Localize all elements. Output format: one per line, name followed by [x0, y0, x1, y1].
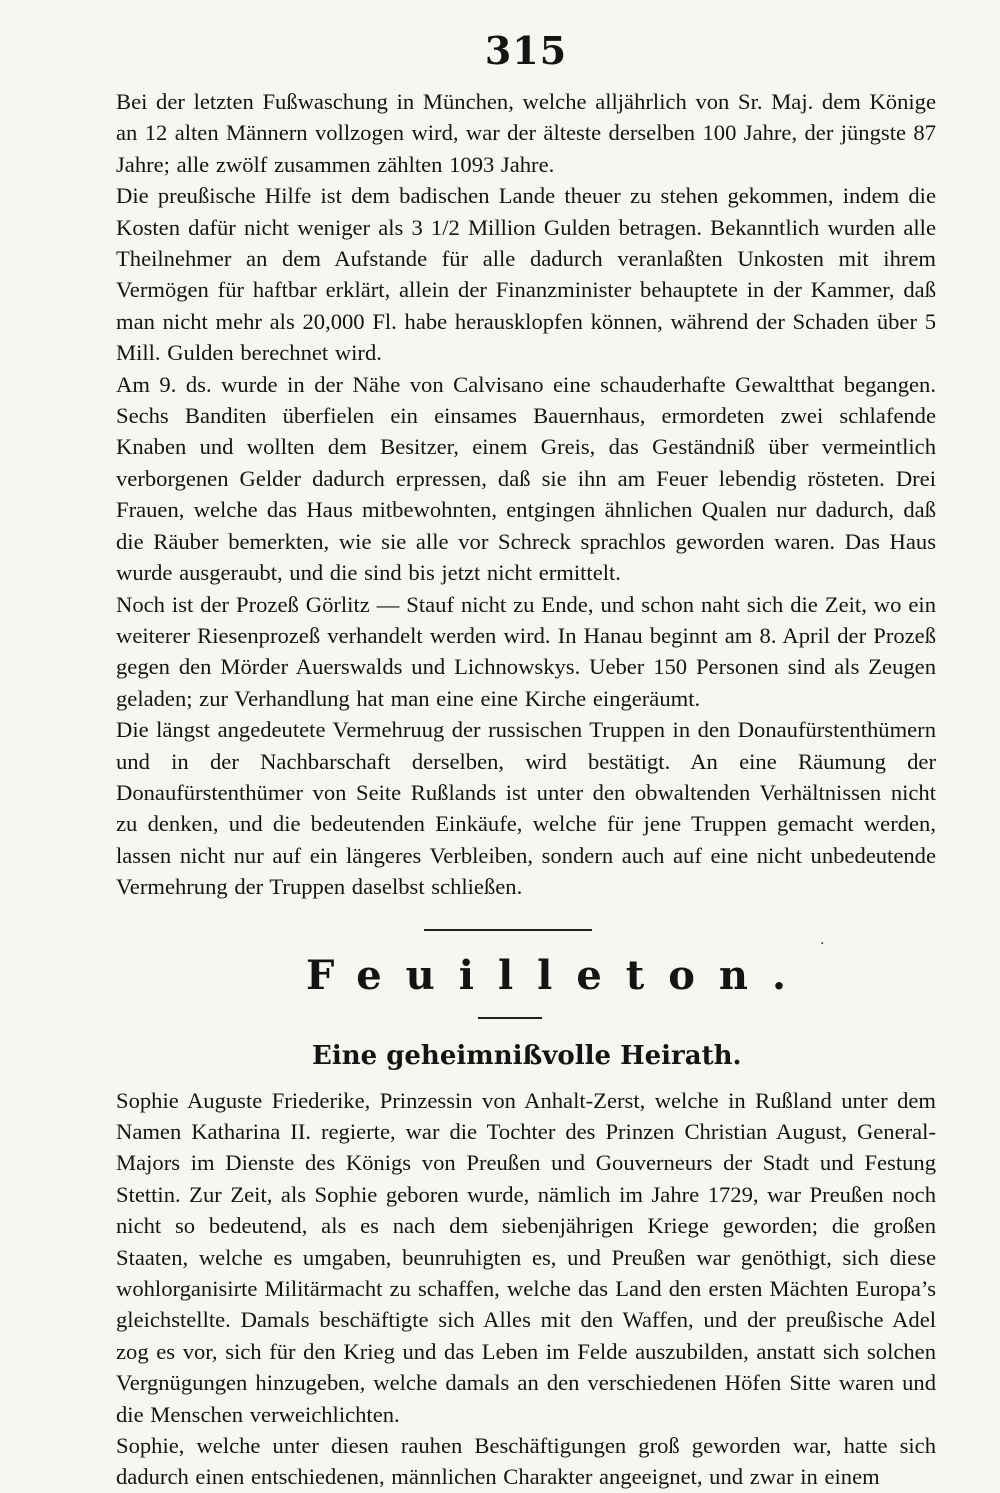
- news-section: [116, 86, 936, 903]
- news-paragraph-3: Am 9. ds. wurde in der Nähe von Calvisano eine schauderhafte Gewaltthat begangen. Sechs Banditen überfielen ein einsames Bauernhaus, ermordeten zwei schlafende Knaben und wollten dem Besitzer, einem Greis, das Geständniß über vermeintlich verborgenen Gelder dadurch erpressen, daß sie ihn am Feuer lebendig rösteten. Drei Frauen, welche das Haus mitbewohnten, entgingen ähnlichen Qualen nur dadurch, daß die Räuber bemerkten, wie sie alle vor Schreck sprachlos geworden waren. Das Haus wurde ausgeraubt, und die sind bis jetzt nicht ermittelt.: [116, 371, 936, 586]
- news-paragraph-5: Die längst angedeutete Vermehruug der russischen Truppen in den Donaufürstenthümern und in der Nachbarschaft derselben, wird bestätigt. An eine Räumung der Donaufürstenthümer von Seite Rußlands ist unter den obwaltenden Verhältnissen nicht zu denken, und die bedeutenden Einkäufe, welche für jene Truppen gemacht werden, lassen nicht nur auf ein längeres Verbleiben, sondern auch auf eine nicht unbedeutende Vermehrung der Truppen daselbst schließen.: [116, 717, 936, 900]
- feuilleton-paragraph-2: Sophie, welche unter diesen rauhen Beschäftigungen groß geworden war, hatte sich dadurch einen entschiedenen, männlichen Charakter angeeignet, und zwar in einem: [116, 1433, 936, 1490]
- section-divider: [424, 929, 592, 931]
- feuilleton-section: [116, 1085, 936, 1493]
- page-number: 315: [484, 28, 568, 73]
- feuilleton-heading: Feuilleton.: [306, 951, 810, 999]
- news-paragraph-1: Bei der letzten Fußwaschung in München, welche alljährlich von Sr. Maj. dem Könige an 12 alten Männern vollzogen wird, war der älteste derselben 100 Jahre, der jüngste 87 Jahre; alle zwölf zusammen zählten 1093 Jahre.: [116, 89, 936, 177]
- print-speck: ·: [820, 936, 825, 952]
- news-paragraph-4: Noch ist der Prozeß Görlitz — Stauf nicht zu Ende, und schon naht sich die Zeit, wo ein weiterer Riesenprozeß verhandelt werden wird. In Hanau beginnt am 8. April der Prozeß gegen den Mörder Auerswalds und Lichnowskys. Ueber 150 Personen sind als Zeugen geladen; zur Verhandlung hat man eine eine Kirche eingeräumt.: [116, 591, 936, 711]
- article-title: Eine geheimnißvolle Heirath.: [312, 1040, 742, 1071]
- news-paragraph-2: Die preußische Hilfe ist dem badischen Lande theuer zu stehen gekommen, indem die Kosten dafür nicht weniger als 3 1/2 Million Gulden betragen. Bekanntlich wurden alle Theilnehmer an dem Aufstande für alle dadurch veranlaßten Unkosten mit ihrem Vermögen für haftbar erklärt, allein der Finanzminister behauptete in der Kammer, daß man nicht mehr als 20,000 Fl. habe herausklopfen können, während der Schaden über 5 Mill. Gulden berechnet wird.: [116, 183, 936, 366]
- heading-divider: [478, 1017, 542, 1019]
- feuilleton-paragraph-1: Sophie Auguste Friederike, Prinzessin von Anhalt-Zerst, welche in Rußland unter dem Namen Katharina II. regierte, war die Tochter des Prinzen Christian August, General-Majors im Dienste des Königs von Preußen und Gouverneurs der Stadt und Festung Stettin. Zur Zeit, als Sophie geboren wurde, nämlich im Jahre 1729, war Preußen noch nicht so bedeutend, als es nach dem siebenjährigen Kriege geworden; die großen Staaten, welche es umgaben, beunruhigten es, und Preußen war genöthigt, sich diese wohlorganisirte Militärmacht zu schaffen, welche das Land den ersten Mächten Europa’s gleichstellte. Damals beschäftigte sich Alles mit den Waffen, und der preußische Adel zog es vor, sich für den Krieg und das Leben im Felde auszubilden, anstatt sich solchen Vergnügungen hinzugeben, welche damals an den verschiedenen Höfen Sitte waren und die Menschen verweichlichten.: [116, 1087, 936, 1427]
